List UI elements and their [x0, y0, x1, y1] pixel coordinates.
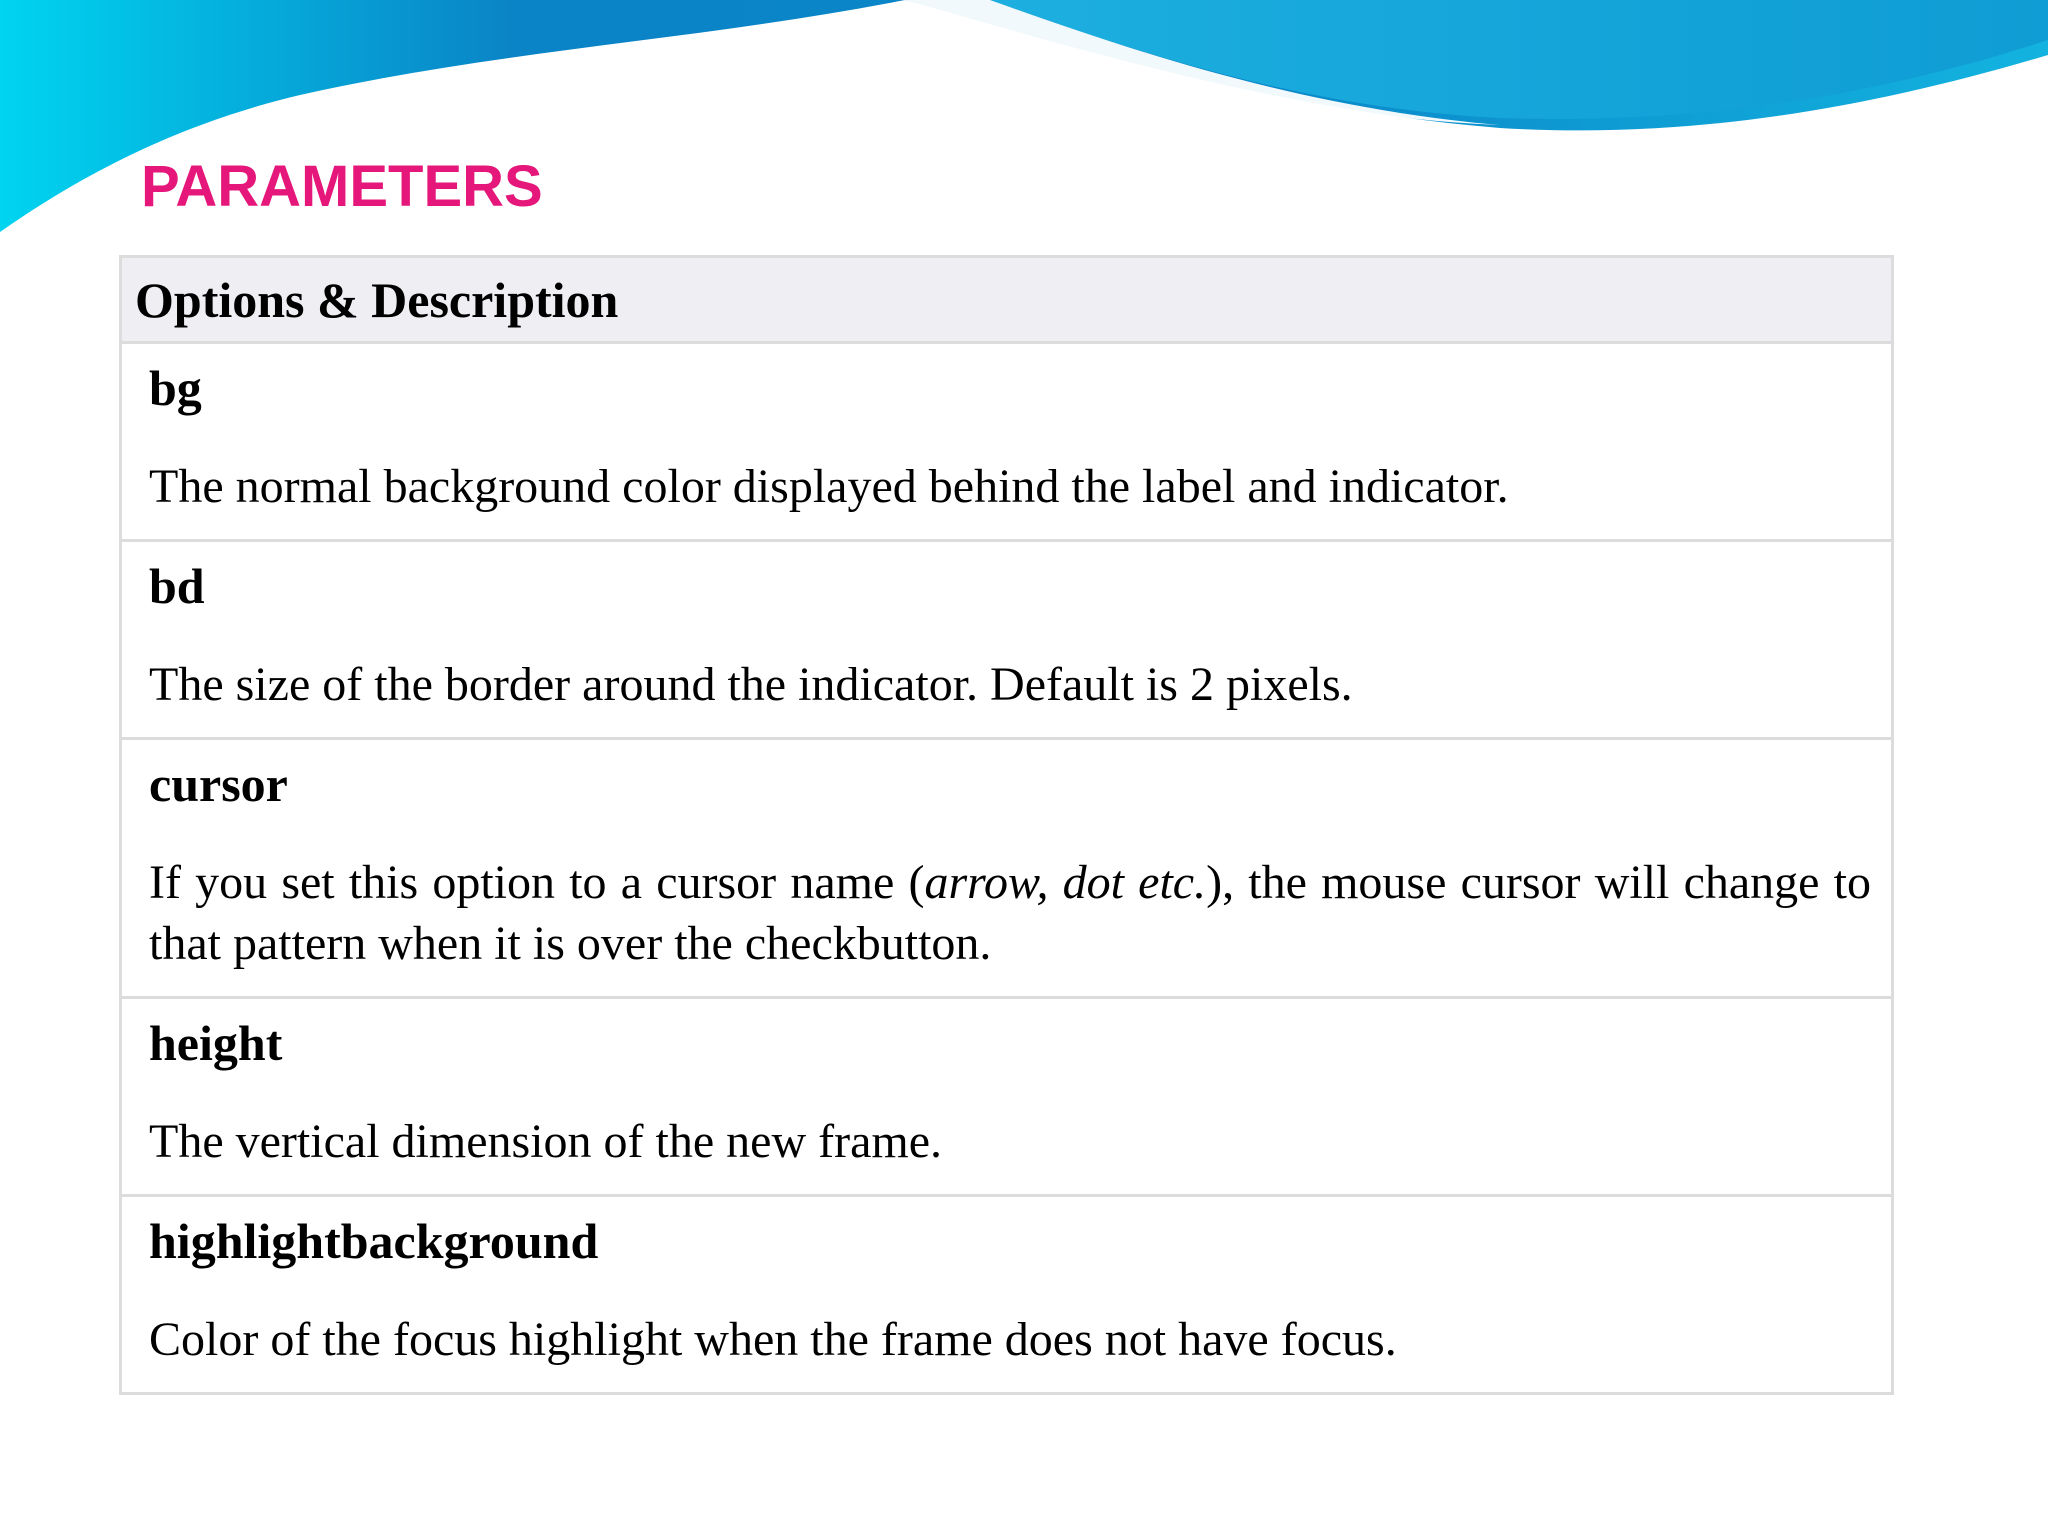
option-description: The vertical dimension of the new frame.	[149, 1115, 943, 1168]
option-name: bd	[149, 558, 205, 614]
option-description-after: ), the mouse cursor will change to that pattern when it is over the checkbutton.	[149, 856, 1871, 970]
option-description-italic: arrow, dot etc.	[924, 856, 1207, 909]
option-description: Color of the focus highlight when the frame does not have focus.	[149, 1313, 1397, 1366]
option-description-before: If you set this option to a cursor name (	[149, 856, 925, 909]
option-name: cursor	[149, 756, 288, 812]
table-cell	[121, 739, 1893, 998]
table-row	[121, 541, 1893, 739]
parameters-table	[119, 255, 1894, 1395]
option-description: The size of the border around the indicator. Default is 2 pixels.	[149, 658, 1353, 711]
option-description: The normal background color displayed behind the label and indicator.	[149, 460, 1509, 513]
table-cell	[121, 343, 1893, 541]
option-name: height	[149, 1015, 283, 1071]
table-cell	[121, 998, 1893, 1196]
table-row	[121, 739, 1893, 998]
table-row	[121, 1196, 1893, 1394]
option-name: highlightbackground	[149, 1213, 599, 1269]
table-header: Options & Description	[121, 257, 1893, 343]
option-name: bg	[149, 360, 202, 416]
table-row	[121, 343, 1893, 541]
table-row	[121, 998, 1893, 1196]
table-cell	[121, 1196, 1893, 1394]
table-cell	[121, 541, 1893, 739]
option-description	[149, 852, 1871, 974]
table-header-row	[121, 257, 1893, 343]
slide-title: PARAMETERS	[141, 154, 543, 219]
